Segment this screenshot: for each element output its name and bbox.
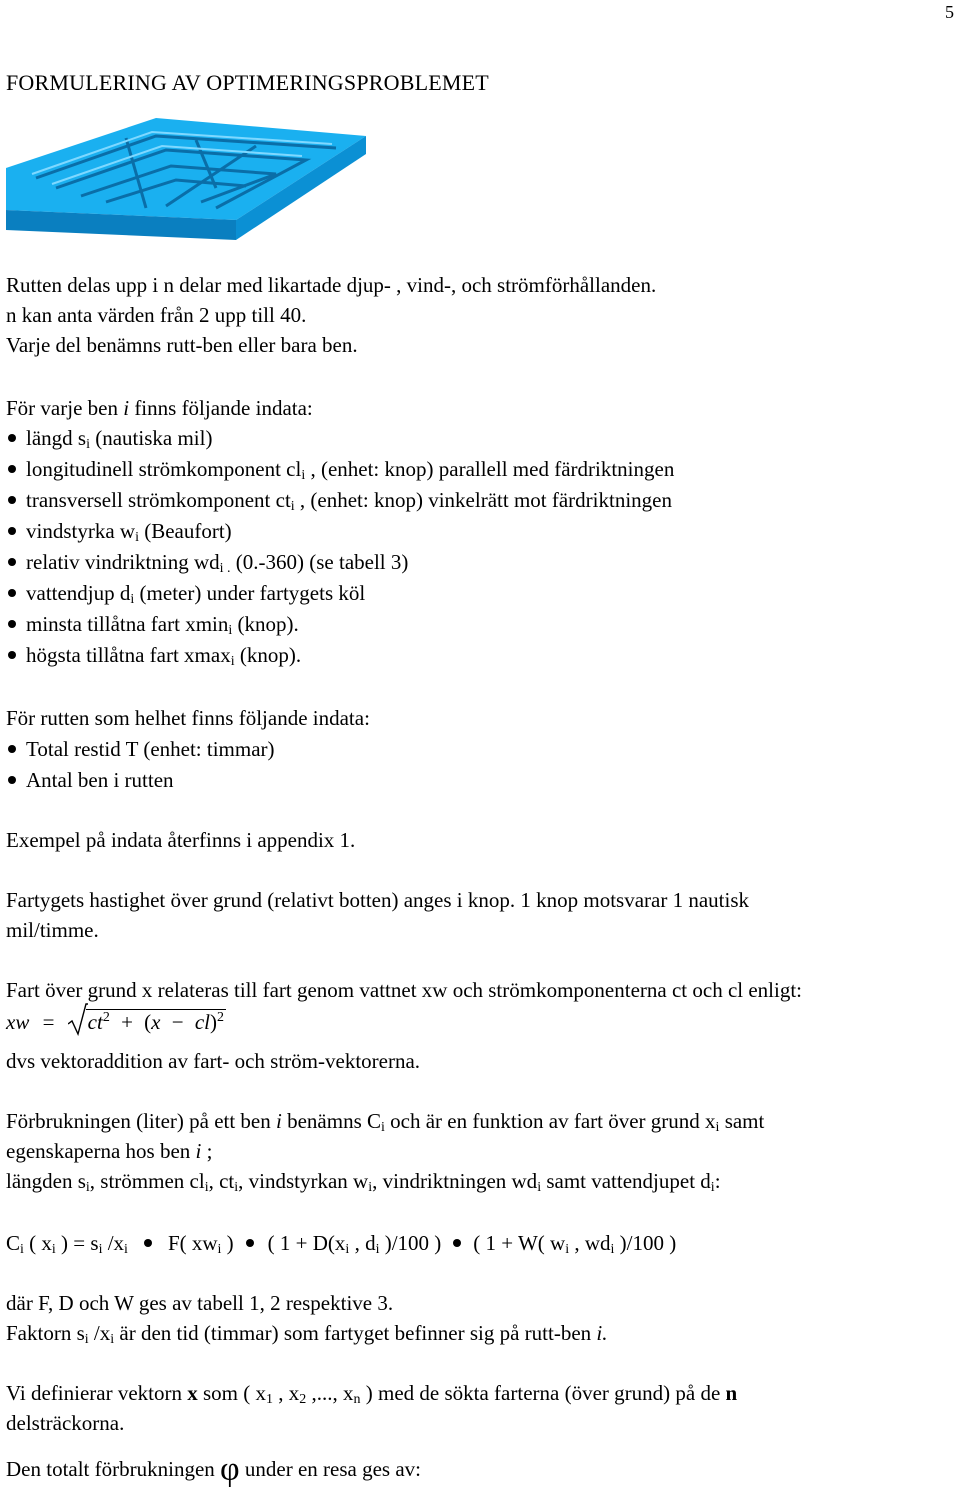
bullet-icon	[8, 558, 16, 566]
sqrt-sign-icon	[68, 1002, 88, 1036]
speed-text-1: Fartygets hastighet över grund (relativt botten) anges i knop. 1 knop motsvarar 1 nautisk	[6, 888, 750, 912]
speed-formula: xw = $ct^2 + (x - cl)^2$	[6, 1010, 226, 1035]
bullet-icon	[8, 776, 16, 784]
consumption-text-3: längden $s_i$, strömmen $cl_i$, $ct_i$, vindstyrkan $w_i$, vindriktningen $wd_i$ samt vattendjupet $d_i$:	[6, 1169, 721, 1195]
intro-line-2: n kan anta värden från 2 upp till 40.	[6, 303, 307, 327]
example-text: Exempel på indata återfinns i appendix 1.	[6, 828, 356, 852]
leg-bullet-wind: vindstyrka $w_i$ (Beaufort)	[6, 518, 232, 544]
bullet-icon	[8, 651, 16, 659]
bullet-icon	[8, 527, 16, 535]
intro-line-3: Varje del benämns rutt-ben eller bara ben.	[6, 333, 358, 357]
tables-reference-text: där F, D och W ges av tabell 1, 2 respektive 3.	[6, 1291, 394, 1315]
leg-bullet-transversal: transversell strömkomponent $ct_i$ , (enhet: knop) vinkelrätt mot färdriktningen	[6, 487, 672, 513]
phi-symbol: φ	[220, 1451, 240, 1488]
maze-logo-icon	[6, 118, 366, 240]
total-consumption-text: Den totalt förbrukningen φ under en resa ges av:	[6, 1451, 421, 1488]
multiply-dot-icon	[144, 1239, 152, 1247]
leg-data-intro: För varje ben i finns följande indata:	[6, 396, 313, 420]
leg-bullet-longitudinal: longitudinell strömkomponent $cl_i$ , (enhet: knop) parallell med färdriktningen	[6, 456, 674, 482]
leg-bullet-min-speed: minsta tillåtna fart xmin$_i$ (knop).	[6, 611, 299, 637]
route-bullet-time: Total restid T (enhet: timmar)	[6, 736, 275, 762]
consumption-equation: $C_i$ ( $x_i$ ) = $s_i$ $/x_i$ F( $xw_i$ ) ( $1 + D(x_i$ , $d_i$ )/100 ) ( 1 + W( $w_i$ , $wd_i$ )/100 )	[6, 1231, 677, 1257]
multiply-dot-icon	[453, 1239, 461, 1247]
route-data-intro: För rutten som helhet finns följande indata:	[6, 706, 370, 730]
factor-text: Faktorn $s_i$ $/x_i$ är den tid (timmar) som fartyget befinner sig på rutt-ben i.	[6, 1321, 608, 1347]
bullet-icon	[8, 620, 16, 628]
bullet-icon	[8, 589, 16, 597]
intro-line-1: Rutten delas upp i n delar med likartade djup- , vind-, och strömförhållanden.	[6, 273, 657, 297]
speed-text-2: mil/timme.	[6, 918, 99, 942]
speed-relation-text: Fart över grund x relateras till fart genom vattnet xw och strömkomponenterna ct och cl enligt:	[6, 978, 803, 1002]
vector-definition-text-2: delsträckorna.	[6, 1411, 125, 1435]
leg-bullet-max-speed: högsta tillåtna fart xmax$_i$ (knop).	[6, 642, 301, 668]
vector-addition-text: dvs vektoraddition av fart- och ström-vektorerna.	[6, 1049, 421, 1073]
route-bullet-legs: Antal ben i rutten	[6, 767, 174, 793]
multiply-dot-icon	[246, 1239, 254, 1247]
consumption-text-2: egenskaperna hos ben i ;	[6, 1139, 213, 1163]
bullet-icon	[8, 434, 16, 442]
page-heading: FORMULERING AV OPTIMERINGSPROBLEMET	[6, 70, 489, 95]
bullet-icon	[8, 465, 16, 473]
vector-definition-text-1: Vi definierar vektorn x som ( $x_1$ , $x_2$ ,..., $x_n$ ) med de sökta farterna (över grund) på de n	[6, 1381, 738, 1407]
leg-bullet-wind-direction: relativ vindriktning $wd_{i .}$ (0.-360) (se tabell 3)	[6, 549, 408, 575]
consumption-text-1: Förbrukningen (liter) på ett ben i benämns $C_i$ och är en funktion av fart över grund $x_i$ samt	[6, 1109, 765, 1135]
leg-bullet-depth: vattendjup $d_i$ (meter) under fartygets köl	[6, 580, 365, 606]
bullet-icon	[8, 496, 16, 504]
page-number: 5	[945, 2, 954, 22]
leg-bullet-length: längd $s_i$ (nautiska mil)	[6, 425, 212, 451]
bullet-icon	[8, 745, 16, 753]
